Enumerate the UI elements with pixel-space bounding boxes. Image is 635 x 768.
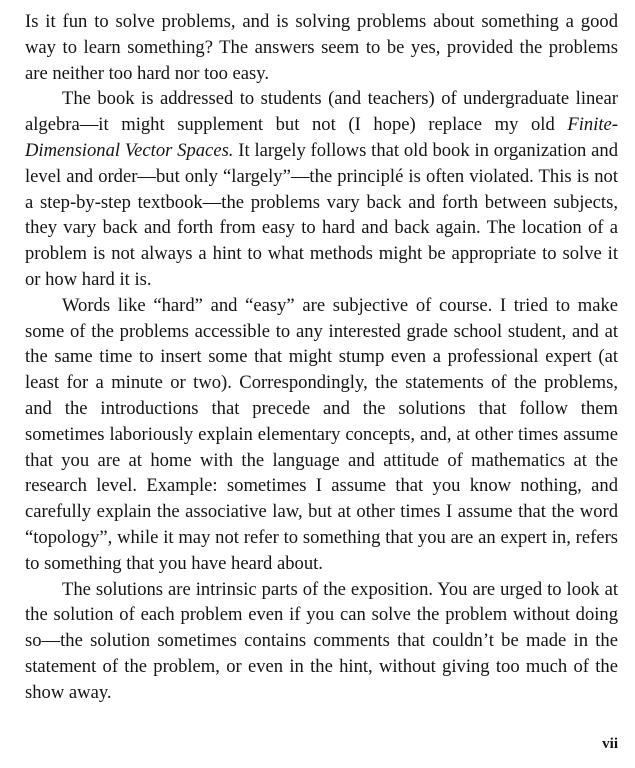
book-title: Finite-Dimensional Vector Spaces. bbox=[25, 114, 618, 161]
preface-page bbox=[25, 9, 618, 706]
paragraph-1: Is it fun to solve problems, and is solving problems about something a good way to learn something? The answers seem to be yes, provided the problems are neither too hard nor too easy. bbox=[25, 11, 618, 84]
paragraph-4: The solutions are intrinsic parts of the exposition. You are urged to look at the solution of each problem even if you can solve the problem without doing so—the solution sometimes contains comments that couldn’t be made in the statement of the problem, or even in the hint, without giving too much of the show away. bbox=[25, 578, 618, 703]
page-number: vii bbox=[602, 736, 618, 752]
paragraph-3: Words like “hard” and “easy” are subjective of course. I tried to make some of the problems accessible to any interested grade school student, and at the same time to insert some that might stump even a professional expert (at least for a minute or two). Correspondingly, the statements of the problems, and the introductions that precede and the solutions that follow them sometimes laboriously explain elementary concepts, and, at other times assume that you are at home with the language and attitude of mathematics at the research level. Example: sometimes I assume that you know nothing, and carefully explain the associative law, but at other times I assume that the word “topology”, while it may not refer to something that you are an expert in, refers to something that you have heard about. bbox=[25, 294, 618, 574]
paragraph-2-before: The book is addressed to students (and teachers) of undergraduate linear algebra—it might supplement but not (I hope) replace my old bbox=[25, 88, 618, 136]
paragraph-2 bbox=[25, 86, 618, 292]
paragraph-2-after: It largely follows that old book in organization and level and order—but only “largely”—the principlé is often violated. This is not a step-by-step textbook—the problems vary back and forth between subjects, they vary back and forth from easy to hard and back again. The location of a problem is not always a hint to what methods might be appropriate to solve it or how hard it is. bbox=[25, 139, 618, 290]
